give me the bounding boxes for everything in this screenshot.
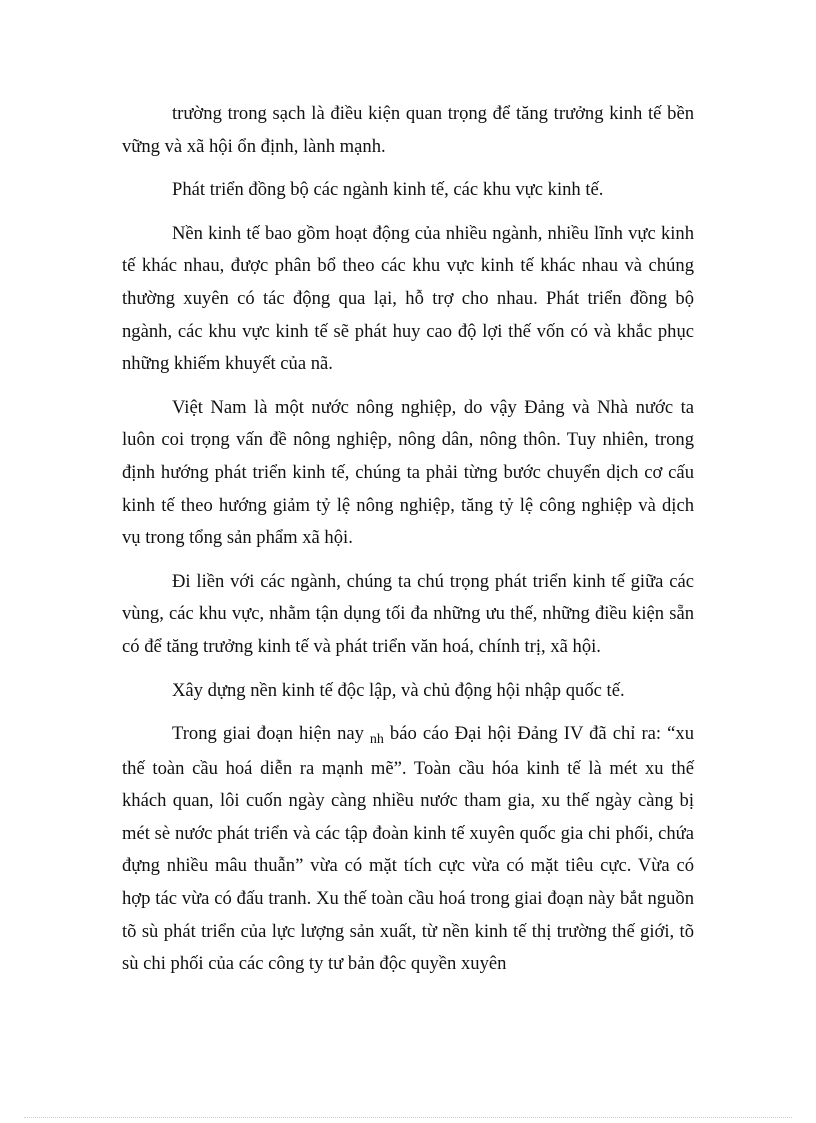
paragraph-7 [122, 718, 694, 981]
page-bottom-divider [24, 1117, 792, 1118]
paragraph-7-rest: báo cáo Đại hội Đảng IV đã chỉ ra: “xu thế toàn cầu hoá diễn ra mạnh mẽ”. Toàn cầu hóa kinh tế là mét xu thế khách quan, lôi cuốn ngày càng nhiều nước tham gia, xu thế ngày càng bị mét sè nước phát triển và các tập đoàn kinh tế xuyên quốc gia chi phối, chứa đựng nhiều mâu thuẫn” vừa có mặt tích cực vừa có mặt tiêu cực. Vừa có hợp tác vừa có đấu tranh. Xu thế toàn cầu hoá trong giai đoạn này bắt nguồn tõ sù phát triển của lực lượng sản xuất, từ nền kinh tế thị trường thế giới, tõ sù chi phối của các công ty tư bản độc quyền xuyên [122, 723, 695, 975]
paragraph-5: Đi liền với các ngành, chúng ta chú trọng phát triển kinh tế giữa các vùng, các khu vực, nhằm tận dụng tối đa những ưu thế, những điều kiện sẵn có để tăng trưởng kinh tế và phát triển văn hoá, chính trị, xã hội. [122, 570, 694, 657]
paragraph-3: Nền kinh tế bao gồm hoạt động của nhiều ngành, nhiều lĩnh vực kinh tế khác nhau, được phân bổ theo các khu vực kinh tế khác nhau và chúng thường xuyên có tác động qua lại, hỗ trợ cho nhau. Phát triển đồng bộ ngành, các khu vực kinh tế sẽ phát huy cao độ lợi thế vốn có và khắc phục những khiếm khuyết của nã. [122, 222, 694, 375]
paragraph-6-heading: Xây dựng nền kinh tế độc lập, và chủ động hội nhập quốc tế. [172, 679, 625, 701]
document-body [122, 98, 694, 992]
paragraph-1: trường trong sạch là điều kiện quan trọng để tăng trưởng kinh tế bền vững và xã hội ổn định, lành mạnh. [122, 103, 694, 157]
paragraph-7-lead: Trong giai đoạn hiện nay [172, 723, 364, 745]
paragraph-4: Việt Nam là một nước nông nghiệp, do vậy Đảng và Nhà nước ta luôn coi trọng vấn đề nông nghiệp, nông dân, nông thôn. Tuy nhiên, trong định hướng phát triển kinh tế, chúng ta phải từng bước chuyển dịch cơ cấu kinh tế theo hướng giảm tỷ lệ nông nghiệp, tăng tỷ lệ công nghiệp và dịch vụ trong tổng sản phẩm xã hội. [122, 396, 694, 549]
paragraph-7-subscript: nh [369, 732, 384, 748]
paragraph-2-heading: Phát triển đồng bộ các ngành kinh tế, các khu vực kinh tế. [172, 179, 604, 201]
